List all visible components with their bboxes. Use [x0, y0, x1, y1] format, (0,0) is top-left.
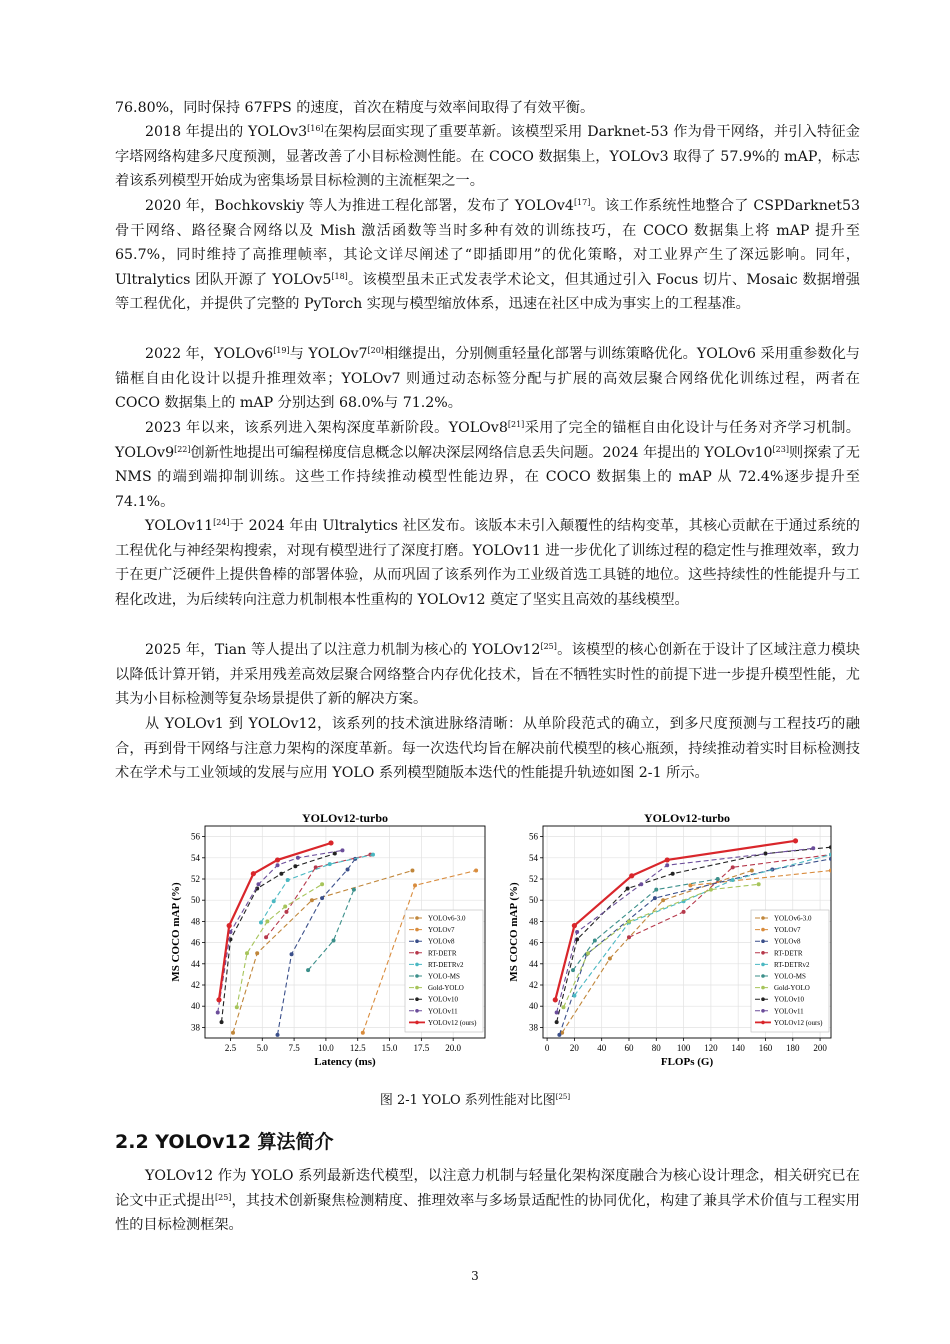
data-point: [750, 869, 754, 873]
data-point: [255, 951, 259, 955]
legend-marker: [415, 963, 419, 967]
legend-marker: [415, 1021, 419, 1025]
x-tick-label: 40: [597, 1043, 607, 1053]
legend-label: RT-DETRv2: [428, 960, 464, 969]
chart-panel-2: [508, 811, 833, 1068]
legend-label: YOLOv8: [774, 937, 801, 946]
data-point: [310, 898, 314, 902]
section-heading: 2.2 YOLOv12 算法简介: [115, 1131, 334, 1153]
legend-marker: [761, 939, 765, 943]
figure-caption-citation: [25]: [555, 1093, 571, 1101]
x-axis-label: FLOPs (G): [660, 1056, 714, 1068]
legend-marker: [415, 928, 419, 932]
citation-ref: [20]: [367, 346, 384, 355]
data-point: [245, 951, 249, 955]
series-line: [308, 890, 354, 971]
performance-comparison-figure: [165, 808, 845, 1098]
data-point: [259, 920, 263, 924]
data-point: [811, 846, 815, 850]
x-tick-label: 120: [704, 1043, 718, 1053]
y-tick-label: 40: [191, 1001, 200, 1012]
data-point: [276, 1033, 280, 1037]
data-point: [333, 852, 337, 856]
data-point: [275, 857, 280, 862]
y-tick-label: 56: [529, 831, 538, 842]
y-tick-label: 38: [191, 1022, 200, 1033]
data-point: [371, 853, 375, 857]
data-point: [829, 845, 833, 849]
series-line: [573, 879, 718, 970]
paragraph-text: 从 YOLOv1 到 YOLOv12，该系列的技术演进脉络清晰：从单阶段范式的确立，到多尺度预测与工程技巧的融合，再到骨干网络与注意力架构的深度革新。每一次迭代均旨在解决前代模型的核心瓶颈，持续推动着实时目标检测技术在学术与工业领域的发展与应用 YOLO 系列模型随版本迭代的性能提升轨迹如图 2-1 所示。: [115, 716, 860, 782]
data-point: [413, 883, 417, 887]
legend-marker: [415, 939, 419, 943]
x-tick-label: 7.5: [288, 1043, 300, 1053]
legend-marker: [761, 986, 765, 990]
legend-label: RT-DETR: [428, 949, 457, 958]
data-point: [235, 1005, 239, 1009]
legend-marker: [415, 951, 419, 955]
paragraph-text: 2023 年以来，该系列进入架构深度革新阶段。YOLOv8: [145, 420, 508, 436]
legend-label: YOLOv12 (ours): [774, 1018, 823, 1027]
y-tick-label: 42: [529, 980, 538, 990]
legend-label: Gold-YOLO: [428, 984, 464, 993]
citation-ref: [16]: [307, 124, 324, 133]
x-tick-label: 20: [569, 1043, 579, 1053]
data-point: [608, 957, 612, 961]
body-paragraph: [115, 514, 860, 612]
data-point: [671, 872, 675, 876]
data-point: [639, 882, 643, 886]
data-point: [332, 938, 336, 942]
x-axis-label: Latency (ms): [314, 1056, 376, 1068]
legend-label: YOLOv6-3.0: [428, 914, 466, 923]
citation-ref: [25]: [540, 642, 557, 651]
data-point: [665, 857, 670, 862]
legend-marker: [761, 974, 765, 978]
data-point: [276, 863, 280, 867]
y-tick-label: 44: [191, 958, 200, 969]
legend-label: Gold-YOLO: [774, 984, 810, 993]
legend-marker: [761, 928, 765, 932]
y-tick-label: 46: [529, 937, 538, 948]
legend-label: YOLOv12 (ours): [428, 1018, 477, 1027]
y-tick-label: 44: [529, 958, 538, 969]
figure-caption-text: 图 2-1 YOLO 系列性能对比图: [379, 1093, 556, 1108]
paragraph-text: 。该模型虽未正式发表学术论文，但其通过引入 Focus 切片、Mosaic 数据增强等工程优化，并提供了完整的 PyTorch 实现与模型缩放体系，迅速在社区中成为事实上的工程基准。: [115, 271, 860, 313]
x-tick-label: 0: [544, 1043, 550, 1053]
x-tick-label: 15.0: [381, 1043, 398, 1053]
page-number: 3: [471, 1269, 479, 1283]
data-point: [561, 1005, 565, 1009]
data-point: [586, 951, 590, 955]
paragraph-text: YOLOv12 作为 YOLO 系列最新迭代模型，以注意力机制与轻量化架构深度融合为核心设计理念，相关研究已在论文中正式提出: [115, 1168, 860, 1209]
data-point: [340, 848, 344, 852]
data-point: [231, 1031, 235, 1035]
x-tick-label: 100: [676, 1043, 691, 1053]
paragraph-text: 则探索了无 NMS 的端到端抑制训练。这些工作持续推动模型性能边界，在 COCO 数据集上的 mAP 从 72.4%逐步提升至 74.1%。: [115, 444, 860, 510]
data-point: [286, 878, 290, 882]
data-point: [555, 1011, 559, 1015]
series-line: [278, 859, 356, 1035]
legend-marker: [415, 986, 419, 990]
x-tick-label: 20.0: [445, 1043, 462, 1053]
data-point: [279, 872, 283, 876]
data-point: [557, 1033, 561, 1037]
series-line: [233, 871, 413, 1033]
data-point: [352, 888, 356, 892]
data-point: [474, 869, 478, 873]
paragraph-text: 与 YOLOv7: [289, 346, 368, 362]
body-paragraph: [115, 96, 860, 121]
legend-label: YOLOv6-3.0: [774, 914, 812, 923]
data-point: [627, 935, 631, 939]
paragraph-text: 2022 年，YOLOv6: [145, 346, 274, 362]
data-point: [328, 840, 333, 845]
figure-caption: [0, 1089, 950, 1108]
legend-marker: [761, 963, 765, 967]
data-point: [256, 882, 260, 886]
data-point: [716, 877, 720, 881]
data-point: [320, 882, 324, 886]
citation-ref: [21]: [507, 420, 525, 429]
paragraph-text: 在架构层面实现了重要革新。该模型采用 Darknet-53 作为骨干网络，并引入特征金字塔网络构建多尺度预测，显著改善了小目标检测性能。在 COCO 数据集上，YOLOv3 取得了 57.9%的 mAP，标志着该系列模型开始成为密集场景目标检测的主流框架之一。: [115, 124, 860, 190]
data-point: [757, 882, 761, 886]
data-point: [296, 856, 300, 860]
data-point: [553, 997, 558, 1002]
body-paragraph: [115, 416, 860, 514]
paragraph-text: 。该模型的核心创新在于设计了区域注意力模块以降低计算开销，并采用残差高效层聚合网络整合内存优化技术，旨在不牺牲实时性的前提下进一步提升模型性能，尤其为小目标检测等复杂场景提供了新的解决方案。: [115, 642, 860, 708]
x-tick-label: 10.0: [318, 1043, 334, 1053]
legend-marker: [761, 916, 765, 920]
data-point: [216, 997, 221, 1002]
series-line: [266, 855, 370, 938]
data-point: [572, 923, 577, 928]
chart-panel-1: [170, 811, 485, 1068]
data-point: [627, 919, 631, 923]
data-point: [293, 864, 297, 868]
legend-marker: [761, 1009, 765, 1013]
citation-ref: [23]: [772, 444, 789, 454]
citation-ref: [25]: [215, 1192, 232, 1202]
data-point: [283, 905, 287, 909]
legend-label: YOLOv8: [428, 937, 455, 946]
data-point: [328, 862, 332, 866]
data-point: [653, 896, 657, 900]
y-tick-label: 42: [191, 980, 200, 990]
y-tick-label: 48: [529, 916, 538, 927]
data-point: [731, 878, 735, 882]
paragraph-text: 76.80%，同时保持 67FPS 的速度，首次在精度与效率间取得了有效平衡。: [115, 100, 595, 116]
y-axis-label: MS COCO mAP (%): [508, 882, 520, 982]
data-point: [361, 1031, 365, 1035]
legend-marker: [761, 1021, 765, 1025]
x-tick-label: 200: [813, 1043, 827, 1053]
data-point: [731, 865, 735, 869]
x-tick-label: 180: [786, 1043, 800, 1053]
body-paragraph: [115, 342, 860, 416]
citation-ref: [19]: [273, 346, 290, 355]
legend-label: YOLOv10: [774, 995, 804, 1004]
body-paragraph: [115, 120, 860, 194]
x-tick-label: 2.5: [224, 1043, 237, 1053]
legend-label: YOLOv11: [774, 1007, 804, 1016]
data-point: [216, 1011, 220, 1015]
legend-label: YOLOv11: [428, 1007, 458, 1016]
data-point: [555, 1020, 559, 1024]
data-point: [346, 867, 350, 871]
body-paragraph: [115, 712, 860, 786]
x-tick-label: 17.5: [413, 1043, 430, 1053]
legend-label: YOLO-MS: [428, 972, 460, 981]
x-tick-label: 80: [651, 1043, 661, 1053]
y-tick-label: 54: [191, 852, 200, 863]
data-point: [829, 869, 833, 873]
paragraph-text: 创新性地提出可编程梯度信息概念以解决深层网络信息丢失问题。2024 年提出的 YOLOv10: [190, 444, 773, 461]
data-point: [829, 853, 833, 857]
legend-marker: [415, 916, 419, 920]
x-tick-label: 12.5: [349, 1043, 366, 1053]
data-point: [290, 952, 294, 956]
paragraph-text: 。该工作系统性地整合了 CSPDarknet53 骨干网络、路径聚合网络以及 Mish 激活函数等当时多种有效的训练技巧，在 COCO 数据集上将 mAP 提升至 65.7%，同时维持了高推理帧率，其论文详尽阐述了“即插即用”的优化策略，对工业界产生了深远影响。同年，Ultralytics 团队开源了 YOLOv5: [115, 198, 860, 288]
section-paragraph: [115, 1164, 860, 1238]
y-tick-label: 52: [529, 874, 538, 884]
paragraph-text: 采用了完全的锚框自由化设计与任务对齐学习机制。YOLOv9: [115, 420, 860, 461]
data-point: [306, 968, 310, 972]
chart-title: YOLOv12-turbo: [643, 811, 731, 825]
citation-ref: [22]: [174, 444, 191, 454]
data-point: [264, 935, 268, 939]
data-point: [220, 1020, 224, 1024]
legend-label: YOLOv7: [774, 926, 801, 935]
data-point: [265, 919, 269, 923]
citation-ref: [18]: [331, 271, 348, 281]
x-tick-label: 60: [624, 1043, 634, 1053]
legend-label: YOLOv7: [428, 926, 455, 935]
paragraph-text: 相继提出，分别侧重轻量化部署与训练策略优化。YOLOv6 采用重参数化与锚框自由化设计以提升推理效率；YOLOv7 则通过动态标签分配与扩展的高效层聚合网络优化训练过程，两者在 COCO 数据集上的 mAP 分别达到 68.0%与 71.2%。: [115, 346, 860, 412]
paragraph-text: 2018 年提出的 YOLOv3: [145, 124, 308, 140]
body-paragraph: [115, 194, 860, 317]
x-tick-label: 160: [758, 1043, 773, 1053]
legend-label: YOLOv10: [428, 995, 458, 1004]
y-tick-label: 46: [191, 937, 200, 948]
citation-ref: [17]: [573, 198, 591, 207]
body-paragraph: [115, 638, 860, 712]
paragraph-text: 2020 年，Bochkovskiy 等人为推进工程化部署，发布了 YOLOv4: [145, 198, 574, 214]
data-point: [829, 857, 833, 861]
y-tick-label: 52: [191, 874, 200, 884]
y-tick-label: 50: [191, 895, 200, 906]
data-point: [793, 838, 798, 843]
data-point: [227, 923, 232, 928]
y-tick-label: 50: [529, 895, 538, 906]
y-tick-label: 38: [529, 1022, 538, 1033]
legend-marker: [415, 1009, 419, 1013]
citation-ref: [24]: [213, 518, 230, 527]
legend-marker: [761, 951, 765, 955]
data-point: [575, 930, 579, 934]
legend-label: YOLO-MS: [774, 972, 806, 981]
data-point: [593, 938, 597, 942]
data-point: [251, 871, 256, 876]
legend-marker: [761, 997, 765, 1001]
data-point: [709, 888, 713, 892]
y-tick-label: 54: [529, 852, 538, 863]
y-tick-label: 56: [191, 831, 200, 842]
data-point: [654, 888, 658, 892]
data-point: [629, 873, 634, 878]
y-tick-label: 48: [191, 916, 200, 927]
paragraph-text: YOLOv11: [145, 518, 214, 534]
data-point: [272, 899, 276, 903]
y-tick-label: 40: [529, 1001, 538, 1012]
legend-marker: [415, 974, 419, 978]
data-point: [410, 869, 414, 873]
x-tick-label: 140: [731, 1043, 745, 1053]
data-point: [665, 863, 669, 867]
data-point: [572, 994, 576, 998]
data-point: [661, 898, 665, 902]
data-point: [682, 910, 686, 914]
legend-label: RT-DETR: [774, 949, 803, 958]
data-point: [571, 968, 575, 972]
data-point: [626, 887, 630, 891]
paragraph-text: ，其技术创新聚焦检测精度、推理效率与多场景适配性的协同优化，构建了兼具学术价值与工程实用性的目标检测框架。: [115, 1192, 860, 1234]
x-tick-label: 5.0: [256, 1043, 268, 1053]
chart-title: YOLOv12-turbo: [301, 811, 389, 825]
data-point: [320, 896, 324, 900]
legend-label: RT-DETRv2: [774, 960, 810, 969]
paragraph-text: 于 2024 年由 Ultralytics 社区发布。该版本未引入颠覆性的结构变革，其核心贡献在于通过系统的工程优化与神经架构搜索，对现有模型进行了深度打磨。YOLOv11 进一步优化了训练过程的稳定性与推理效率，致力于在更广泛硬件上提供鲁棒的部署体验，从而巩固了该系列作为工业级首选工具链的地位。这些持续性的性能提升与工程化改进，为后续转向注意力机制根本性重构的 YOLOv12 奠定了坚实且高效的基线模型。: [115, 518, 860, 608]
y-axis-label: MS COCO mAP (%): [170, 882, 182, 982]
paragraph-text: 2025 年，Tian 等人提出了以注意力机制为核心的 YOLOv12: [145, 642, 541, 658]
data-point: [284, 910, 288, 914]
legend-marker: [415, 997, 419, 1001]
